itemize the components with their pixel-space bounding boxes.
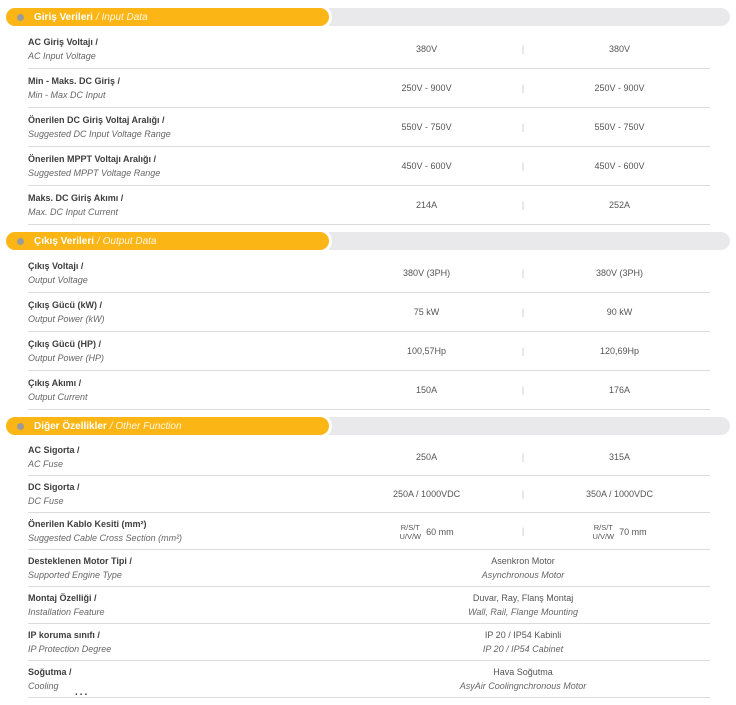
bullet-dot-icon: [17, 238, 24, 245]
column-separator: |: [521, 122, 525, 132]
section-title-en: / Output Data: [97, 235, 157, 247]
cable-spec: [399, 523, 453, 541]
row-value-1: 150A: [416, 385, 438, 395]
row-label: [28, 337, 336, 365]
row-label-tr: Önerilen MPPT Voltajı Aralığı /: [28, 154, 157, 164]
table-row: [28, 293, 710, 332]
phase-line-uvw: U/V/W: [399, 531, 422, 541]
table-row: [28, 254, 710, 293]
row-label-en: Supported Engine Type: [28, 570, 122, 580]
row-value-2: 380V (3PH): [596, 268, 644, 278]
table-row: [28, 476, 710, 513]
row-label-tr: DC Sigorta /: [28, 482, 80, 492]
row-value-1: 550V - 750V: [401, 122, 452, 132]
column-separator: |: [521, 526, 525, 536]
row-value-line-tr: IP 20 / IP54 Kabinli: [484, 630, 562, 640]
row-value-2: 550V - 750V: [594, 122, 645, 132]
bullet-dot-icon: [17, 423, 24, 430]
row-label-en: Output Current: [28, 392, 88, 402]
cable-size: 60 mm: [426, 526, 454, 537]
header-pill: [6, 232, 329, 250]
column-separator: |: [521, 161, 525, 171]
section-title-tr: Diğer Özellikler: [34, 420, 107, 432]
row-value-2: 176A: [609, 385, 631, 395]
row-label-en: Max. DC Input Current: [28, 207, 119, 217]
row-value-span: [336, 554, 710, 582]
table-row: [28, 371, 710, 410]
row-label-tr: Min - Maks. DC Giriş /: [28, 76, 121, 86]
section-title: [34, 421, 182, 432]
cable-spec: [592, 523, 646, 541]
row-value-span: [336, 628, 710, 656]
row-value-2: 90 kW: [606, 307, 633, 317]
row-label-tr: Çıkış Akımı /: [28, 378, 82, 388]
row-value-line-tr: Asenkron Motor: [491, 556, 555, 566]
section-input-data: [6, 30, 730, 225]
row-label: [28, 591, 336, 619]
phase-labels: [592, 523, 614, 541]
table-row: [28, 147, 710, 186]
row-value-1: 214A: [416, 200, 438, 210]
column-separator: |: [521, 489, 525, 499]
row-value-line-en: AsyAir Coolingnchronous Motor: [459, 681, 587, 691]
table-row: [28, 439, 710, 476]
row-value-1: 100,57Hp: [407, 346, 447, 356]
table-row: [28, 624, 710, 661]
column-separator: |: [521, 268, 525, 278]
row-value-2: 380V: [609, 44, 631, 54]
row-label: [28, 376, 336, 404]
row-value-1: 250A / 1000VDC: [393, 489, 461, 499]
column-separator: |: [521, 452, 525, 462]
row-label-en: Cooling: [28, 681, 59, 691]
row-value-line-tr: Hava Soğutma: [493, 667, 553, 677]
row-label-en: DC Fuse: [28, 496, 64, 506]
row-value-span: [336, 591, 710, 619]
row-label: [28, 113, 336, 141]
row-label-tr: Maks. DC Giriş Akımı /: [28, 193, 124, 203]
section-header-input-data: [6, 8, 730, 26]
row-value-line-tr: Duvar, Ray, Flanş Montaj: [472, 593, 574, 603]
row-value-1: 75 kW: [413, 307, 440, 317]
column-separator: |: [521, 385, 525, 395]
section-title-en: / Input Data: [95, 11, 148, 23]
cutoff-text-fragment: ...: [75, 687, 90, 698]
column-separator: |: [521, 83, 525, 93]
row-value-2: 252A: [609, 200, 631, 210]
row-label-en: Suggested DC Input Voltage Range: [28, 129, 171, 139]
table-row: [28, 332, 710, 371]
row-value-line-en: Asynchronous Motor: [481, 570, 565, 580]
row-label-en: AC Fuse: [28, 459, 64, 469]
cable-size: 70 mm: [619, 526, 647, 537]
row-label-en: AC Input Voltage: [28, 51, 96, 61]
column-separator: |: [521, 346, 525, 356]
row-label: [28, 191, 336, 219]
row-value-line-en: Wall, Rail, Flange Mounting: [468, 607, 578, 617]
table-row: [28, 587, 710, 624]
column-separator: |: [521, 200, 525, 210]
row-label-tr: Önerilen Kablo Kesiti (mm²): [28, 519, 147, 529]
phase-line-rst: R/S/T: [400, 522, 420, 532]
table-row: [28, 186, 710, 225]
section-title: [34, 236, 157, 247]
table-row-cable-cross-section: [28, 513, 710, 550]
column-separator: |: [521, 307, 525, 317]
row-value-2: [529, 522, 710, 541]
row-label-tr: Soğutma /: [28, 667, 72, 677]
row-label: [28, 480, 336, 508]
section-header-output-data: [6, 232, 730, 250]
section-other-function: [6, 439, 730, 698]
row-label-en: Suggested Cable Cross Section (mm²): [28, 533, 183, 543]
row-value-line-en: IP 20 / IP54 Cabinet: [482, 644, 564, 654]
row-label: [28, 259, 336, 287]
row-value-1: 250A: [416, 452, 438, 462]
row-label: [28, 517, 336, 545]
row-label-en: IP Protection Degree: [28, 644, 112, 654]
row-value-2: 450V - 600V: [594, 161, 645, 171]
row-value-1: 250V - 900V: [401, 83, 452, 93]
row-value-2: 350A / 1000VDC: [586, 489, 654, 499]
row-label-tr: Çıkış Gücü (HP) /: [28, 339, 102, 349]
bullet-dot-icon: [17, 14, 24, 21]
row-label-en: Output Power (HP): [28, 353, 105, 363]
row-label-tr: Çıkış Voltajı /: [28, 261, 84, 271]
header-pill: [6, 417, 329, 435]
section-title-en: / Other Function: [109, 420, 182, 432]
table-row: [28, 550, 710, 587]
row-value-span: [336, 665, 710, 693]
phase-labels: [399, 523, 421, 541]
row-value-1: [336, 522, 517, 541]
row-label: [28, 298, 336, 326]
row-label-en: Output Power (kW): [28, 314, 105, 324]
row-label-tr: Desteklenen Motor Tipi /: [28, 556, 132, 566]
header-pill: [6, 8, 329, 26]
row-label-en: Installation Feature: [28, 607, 105, 617]
row-value-2: 315A: [609, 452, 631, 462]
row-label: [28, 74, 336, 102]
row-value-1: 380V: [416, 44, 438, 54]
section-header-other-function: [6, 417, 730, 435]
row-label: [28, 554, 336, 582]
section-title-tr: Giriş Verileri: [34, 11, 93, 23]
row-label: [28, 35, 336, 63]
row-label: [28, 152, 336, 180]
row-value-2: 120,69Hp: [600, 346, 640, 356]
row-label-tr: Montaj Özelliği /: [28, 593, 97, 603]
row-label-en: Min - Max DC Input: [28, 90, 106, 100]
row-label-en: Output Voltage: [28, 275, 88, 285]
row-label-tr: Önerilen DC Giriş Voltaj Aralığı /: [28, 115, 165, 125]
row-value-2: 250V - 900V: [594, 83, 645, 93]
section-title: [34, 12, 148, 23]
row-label-tr: AC Sigorta /: [28, 445, 80, 455]
table-row: [28, 30, 710, 69]
table-row: [28, 661, 710, 698]
table-row: [28, 108, 710, 147]
section-title-tr: Çıkış Verileri: [34, 235, 95, 247]
row-label-tr: AC Giriş Voltajı /: [28, 37, 98, 47]
phase-line-uvw: U/V/W: [592, 531, 615, 541]
column-separator: |: [521, 44, 525, 54]
row-label: [28, 628, 336, 656]
row-label-tr: IP koruma sınıfı /: [28, 630, 100, 640]
table-row: [28, 69, 710, 108]
row-label-tr: Çıkış Gücü (kW) /: [28, 300, 103, 310]
row-label-en: Suggested MPPT Voltage Range: [28, 168, 161, 178]
section-output-data: [6, 254, 730, 410]
row-label: [28, 443, 336, 471]
phase-line-rst: R/S/T: [593, 522, 613, 532]
row-value-1: 380V (3PH): [403, 268, 451, 278]
row-value-1: 450V - 600V: [401, 161, 452, 171]
